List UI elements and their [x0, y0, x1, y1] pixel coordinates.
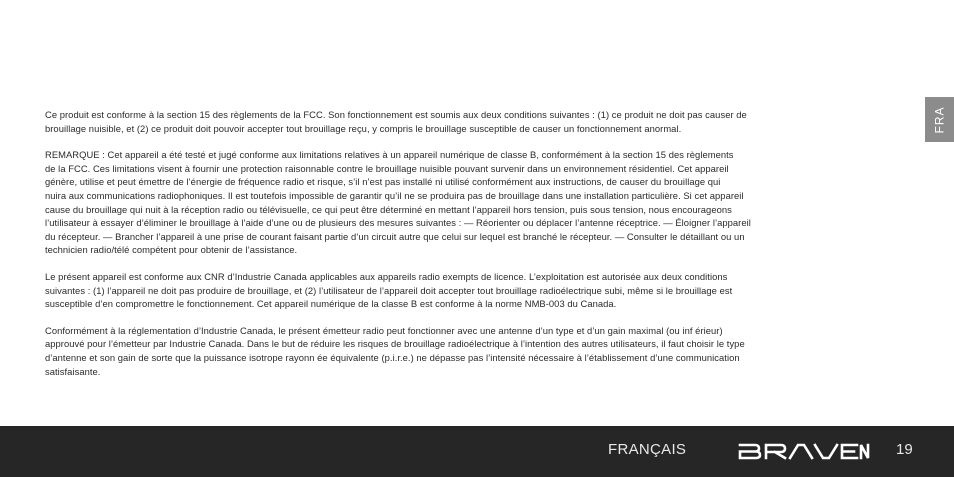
paragraph-remarque: REMARQUE : Cet appareil a été testé et jugé conforme aux limitations relatives à un appareil numérique de classe B, conformément à la section 15 des règlements de la FCC. Ces limitations visent à fournir une protection raisonnable contre le brouillage nuisible pouvant survenir dans un environnement résidentiel. Cet appareil génère, utilise et peut émettre de l’énergie de fréquence radio et risque, s’il n’est pas installé ni utilisé conformément aux instructions, de causer du brouillage qui nuira aux communications radiophoniques. Il est toutefois impossible de garantir qu’il ne se produira pas de brouillage dans une installation particulière. Si cet appareil cause du brouillage qui nuit à la réception radio ou télévisuelle, ce qui peut être déterminé en mettant l’appareil hors tension, puis sous tension, nous encourageons l’utilisateur à essayer d’éliminer le brouillage à l’aide d’une ou de plusieurs des mesures suivantes : — Réorienter ou déplacer l’antenne réceptrice. — Éloigner l’appareil du récepteur. — Brancher l’appareil à une prise de courant faisant partie d’un circuit autre que celui sur lequel est branché le récepteur. — Consulter le détaillant ou un technicien radio/télé compétent pour obtenir de l’assistance.	[45, 149, 751, 256]
language-tab	[925, 97, 954, 142]
document-body	[45, 108, 875, 391]
paragraph-antenna: Conformément à la réglementation d’Industrie Canada, le présent émetteur radio peut fonctionner avec une antenne d’un type et d’un gain maximal (ou inf érieur) approuvé pour l’émetteur par Industrie Canada. Dans le but de réduire les risques de brouillage radioélectrique à l’intention des autres utilisateurs, il faut choisir le type d’antenne et son gain de sorte que la puissance isotrope rayonn ée équivalente (p.i.r.e.) ne dépasse pas l’intensité nécessaire à l’établissement d’une communication satisfaisante.	[45, 324, 745, 377]
language-tab-label: FRA	[932, 106, 947, 133]
page-footer	[0, 426, 954, 477]
braven-logo	[738, 443, 870, 460]
paragraph-industry-canada: Le présent appareil est conforme aux CNR d’Industrie Canada applicables aux appareils radio exempts de licence. L’exploitation est autorisée aux deux conditions suivantes : (1) l’appareil ne doit pas produire de brouillage, et (2) l’utilisateur de l’appareil doit accepter tout brouillage radioélectrique subi, même si le brouillage est susceptible d’en compromettre le fonctionnement. Cet appareil numérique de la classe B est conforme à la norme NMB-003 du Canada.	[45, 270, 733, 310]
page-number: 19	[896, 441, 913, 458]
footer-language: FRANÇAIS	[608, 441, 687, 458]
paragraph-fcc: Ce produit est conforme à la section 15 des règlements de la FCC. Son fonctionnement est soumis aux deux conditions suivantes : (1) ce produit ne doit pas causer de brouillage nuisible, et (2) ce produit doit pouvoir accepter tout brouillage reçu, y compris le brouillage susceptible de causer un fonctionnement anormal.	[45, 109, 747, 134]
